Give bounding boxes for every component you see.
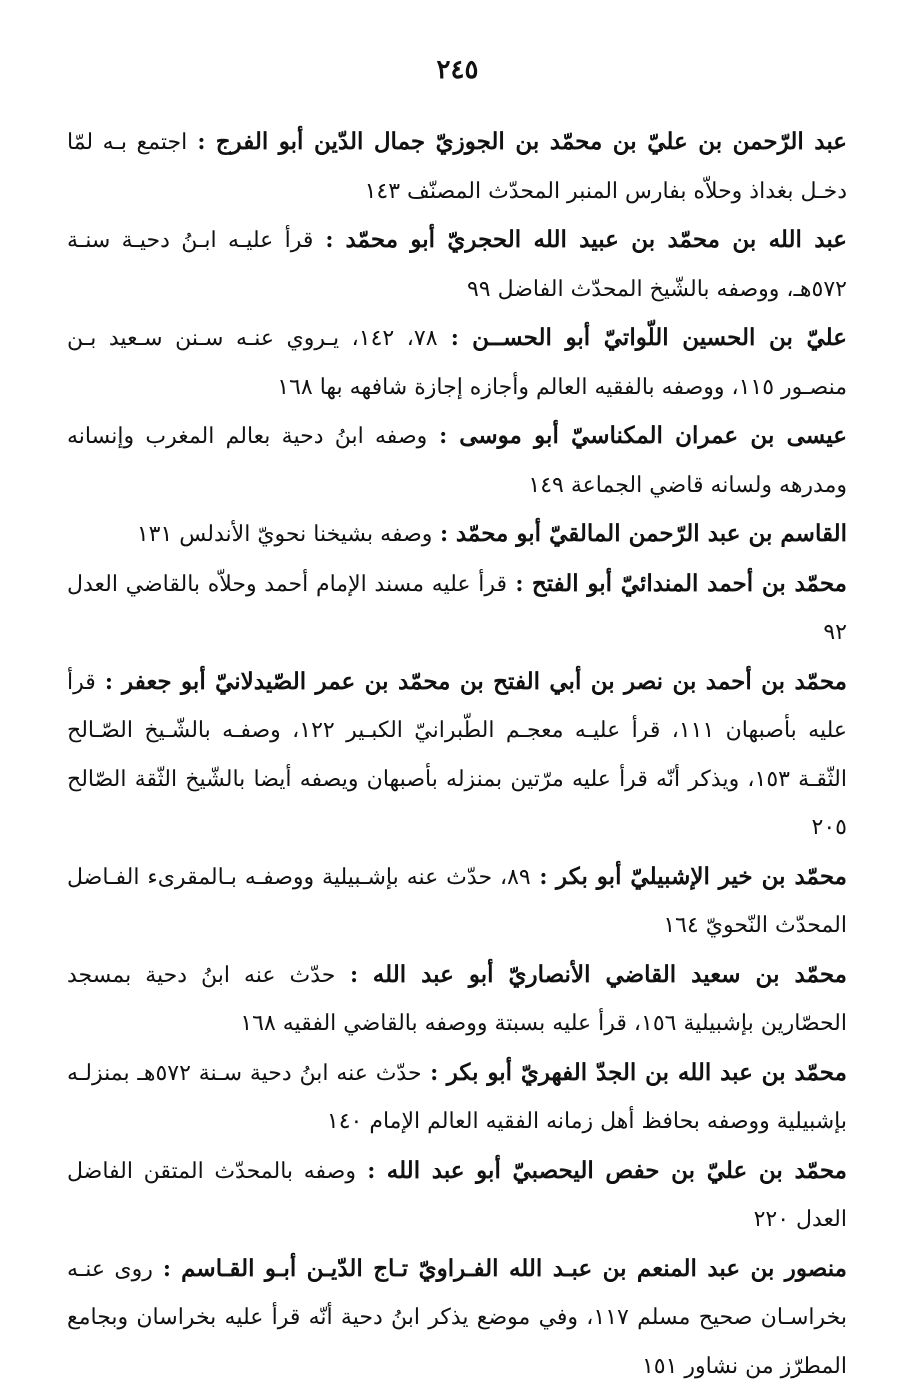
- index-entry: عيسى بن عمران المكناسيّ أبو موسى : وصفه ابنُ دحية بعالم المغرب وإنسانه ومدرهه ولسانه قاضي الجماعة ١٤٩: [67, 412, 847, 510]
- entry-name: محمّد بن أحمد المندائيّ أبو الفتح: [532, 570, 847, 597]
- entry-name: عليّ بن الحسين اللّواتيّ أبو الحســن: [472, 324, 847, 351]
- entry-description: وصفه بالمحدّث المتقن الفاضل العدل ٢٢٠: [67, 1159, 847, 1233]
- index-entry: محمّد بن أحمد المندائيّ أبو الفتح : قرأ عليه مسند الإمام أحمد وحلاّه بالقاضي العدل ٩٢: [67, 560, 847, 658]
- entry-description: حدّث عنه ابنُ دحية بمسجد الحصّارين بإشبيلية ١٥٦، قرأ عليه بسبتة ووصفه بالقاضي الفقيه ١٦٨: [67, 963, 847, 1037]
- index-entry: محمّد بن خير الإشبيليّ أبو بكر : ٨٩، حدّث عنه بإشـبيلية ووصفـه بـالمقرىء الفـاضل المحدّث النّحويّ ١٦٤: [67, 853, 847, 951]
- entry-name: محمّد بن خير الإشبيليّ أبو بكر: [556, 863, 847, 890]
- index-entry: عبد الرّحمن بن عليّ بن محمّد بن الجوزيّ جمال الدّين أبو الفرج : اجتمع بـه لمّا دخـل بغداذ وحلاّه بفارس المنبر المحدّث المصنّف ١٤٣: [67, 118, 847, 216]
- entry-name: عيسى بن عمران المكناسيّ أبو موسى: [459, 422, 847, 449]
- entry-name: القاسم بن عبد الرّحمن المالقيّ أبو محمّد: [456, 520, 847, 547]
- index-entry: محمّد بن عبد الله بن الجدّ الفهريّ أبو بكر : حدّث عنه ابنُ دحية سـنة ٥٧٢هـ بمنزلـه بإشبيلية ووصفه بحافظ أهل زمانه الفقيه العالم الإمام ١٤٠: [67, 1049, 847, 1147]
- entry-description: وصفه ابنُ دحية بعالم المغرب وإنسانه ومدرهه ولسانه قاضي الجماعة ١٤٩: [67, 424, 847, 498]
- entry-description: اجتمع بـه لمّا دخـل بغداذ وحلاّه بفارس المنبر المحدّث المصنّف ١٤٣: [67, 130, 847, 204]
- entry-description: قرأ عليه مسند الإمام أحمد وحلاّه بالقاضي العدل ٩٢: [67, 572, 847, 646]
- entry-name: منصور بن عبد المنعم بن عبـد الله الفـراويّ تـاج الدّيـن أبـو القـاسم: [181, 1255, 847, 1282]
- entry-description: ٧٨، ١٤٢، يـروي عنـه سـنن سـعيد بـن منصـور ١١٥، ووصفه بالفقيه العالم وأجازه إجازة شافهه بها ١٦٨: [67, 326, 847, 400]
- index-entry: محمّد بن عليّ بن حفص اليحصبيّ أبو عبد الله : وصفه بالمحدّث المتقن الفاضل العدل ٢٢٠: [67, 1147, 847, 1245]
- entry-name: محمّد بن سعيد القاضي الأنصاريّ أبو عبد الله: [373, 961, 847, 988]
- entry-description: حدّث عنه ابنُ دحية سـنة ٥٧٢هـ بمنزلـه بإشبيلية ووصفه بحافظ أهل زمانه الفقيه العالم الإمام ١٤٠: [67, 1061, 847, 1135]
- index-entry: عبد الله بن محمّد بن عبيد الله الحجريّ أبو محمّد : قرأ عليـه ابـنُ دحيـة سنـة ٥٧٢هـ، ووصفه بالشّيخ المحدّث الفاضل ٩٩: [67, 216, 847, 314]
- entry-description: روى عنـه بخراسـان صحيح مسلم ١١٧، وفي موضع يذكر ابنُ دحية أنّه قرأ عليه بخراسان وبجامع المطرّز من نشاور ١٥١: [67, 1257, 847, 1379]
- index-entry: القاسم بن عبد الرّحمن المالقيّ أبو محمّد : وصفه بشيخنا نحويّ الأندلس ١٣١: [67, 510, 847, 560]
- entry-description: قرأ عليه بأصبهان ١١١، قرأ عليـه معجـم الطّبرانيّ الكبـير ١٢٢، وصفـه بالشّـيخ الصّـالح الثّقـة ١٥٣، ويذكر أنّه قرأ عليه مرّتين بمنزله بأصبهان ويصفه أيضا بالشّيخ الثّقة الصّالح ٢٠٥: [67, 670, 847, 841]
- entry-name: عبد الله بن محمّد بن عبيد الله الحجريّ أبو محمّد: [345, 226, 847, 253]
- entry-description: قرأ عليـه ابـنُ دحيـة سنـة ٥٧٢هـ، ووصفه بالشّيخ المحدّث الفاضل ٩٩: [67, 228, 847, 302]
- index-entry: منصور بن عبد المنعم بن عبـد الله الفـراويّ تـاج الدّيـن أبـو القـاسم : روى عنـه بخراسـان صحيح مسلم ١١٧، وفي موضع يذكر ابنُ دحية أنّه قرأ عليه بخراسان وبجامع المطرّز من نشاور ١٥١: [67, 1245, 847, 1391]
- biographical-index-list: [67, 118, 847, 1391]
- entry-name: محمّد بن عليّ بن حفص اليحصبيّ أبو عبد الله: [387, 1157, 847, 1184]
- entry-name: محمّد بن أحمد بن نصر بن أبي الفتح بن محمّد بن عمر الصّيدلانيّ أبو جعفر: [122, 668, 847, 695]
- entry-description: ٨٩، حدّث عنه بإشـبيلية ووصفـه بـالمقرىء الفـاضل المحدّث النّحويّ ١٦٤: [67, 865, 847, 939]
- entry-name: محمّد بن عبد الله بن الجدّ الفهريّ أبو بكر: [447, 1059, 847, 1086]
- entry-name: عبد الرّحمن بن عليّ بن محمّد بن الجوزيّ جمال الدّين أبو الفرج: [216, 128, 847, 155]
- entry-description: وصفه بشيخنا نحويّ الأندلس ١٣١: [137, 522, 433, 547]
- index-entry: محمّد بن أحمد بن نصر بن أبي الفتح بن محمّد بن عمر الصّيدلانيّ أبو جعفر : قرأ عليه بأصبهان ١١١، قرأ عليـه معجـم الطّبرانيّ الكبـير ١٢٢، وصفـه بالشّـيخ الصّـالح الثّقـة ١٥٣، ويذكر أنّه قرأ عليه مرّتين بمنزله بأصبهان ويصفه أيضا بالشّيخ الثّقة الصّالح ٢٠٥: [67, 658, 847, 853]
- index-entry: محمّد بن سعيد القاضي الأنصاريّ أبو عبد الله : حدّث عنه ابنُ دحية بمسجد الحصّارين بإشبيلية ١٥٦، قرأ عليه بسبتة ووصفه بالقاضي الفقيه ١٦٨: [67, 951, 847, 1049]
- index-entry: عليّ بن الحسين اللّواتيّ أبو الحســن : ٧٨، ١٤٢، يـروي عنـه سـنن سـعيد بـن منصـور ١١٥، ووصفه بالفقيه العالم وأجازه إجازة شافهه بها ١٦٨: [67, 314, 847, 412]
- page-number: ٢٤٥: [0, 55, 915, 85]
